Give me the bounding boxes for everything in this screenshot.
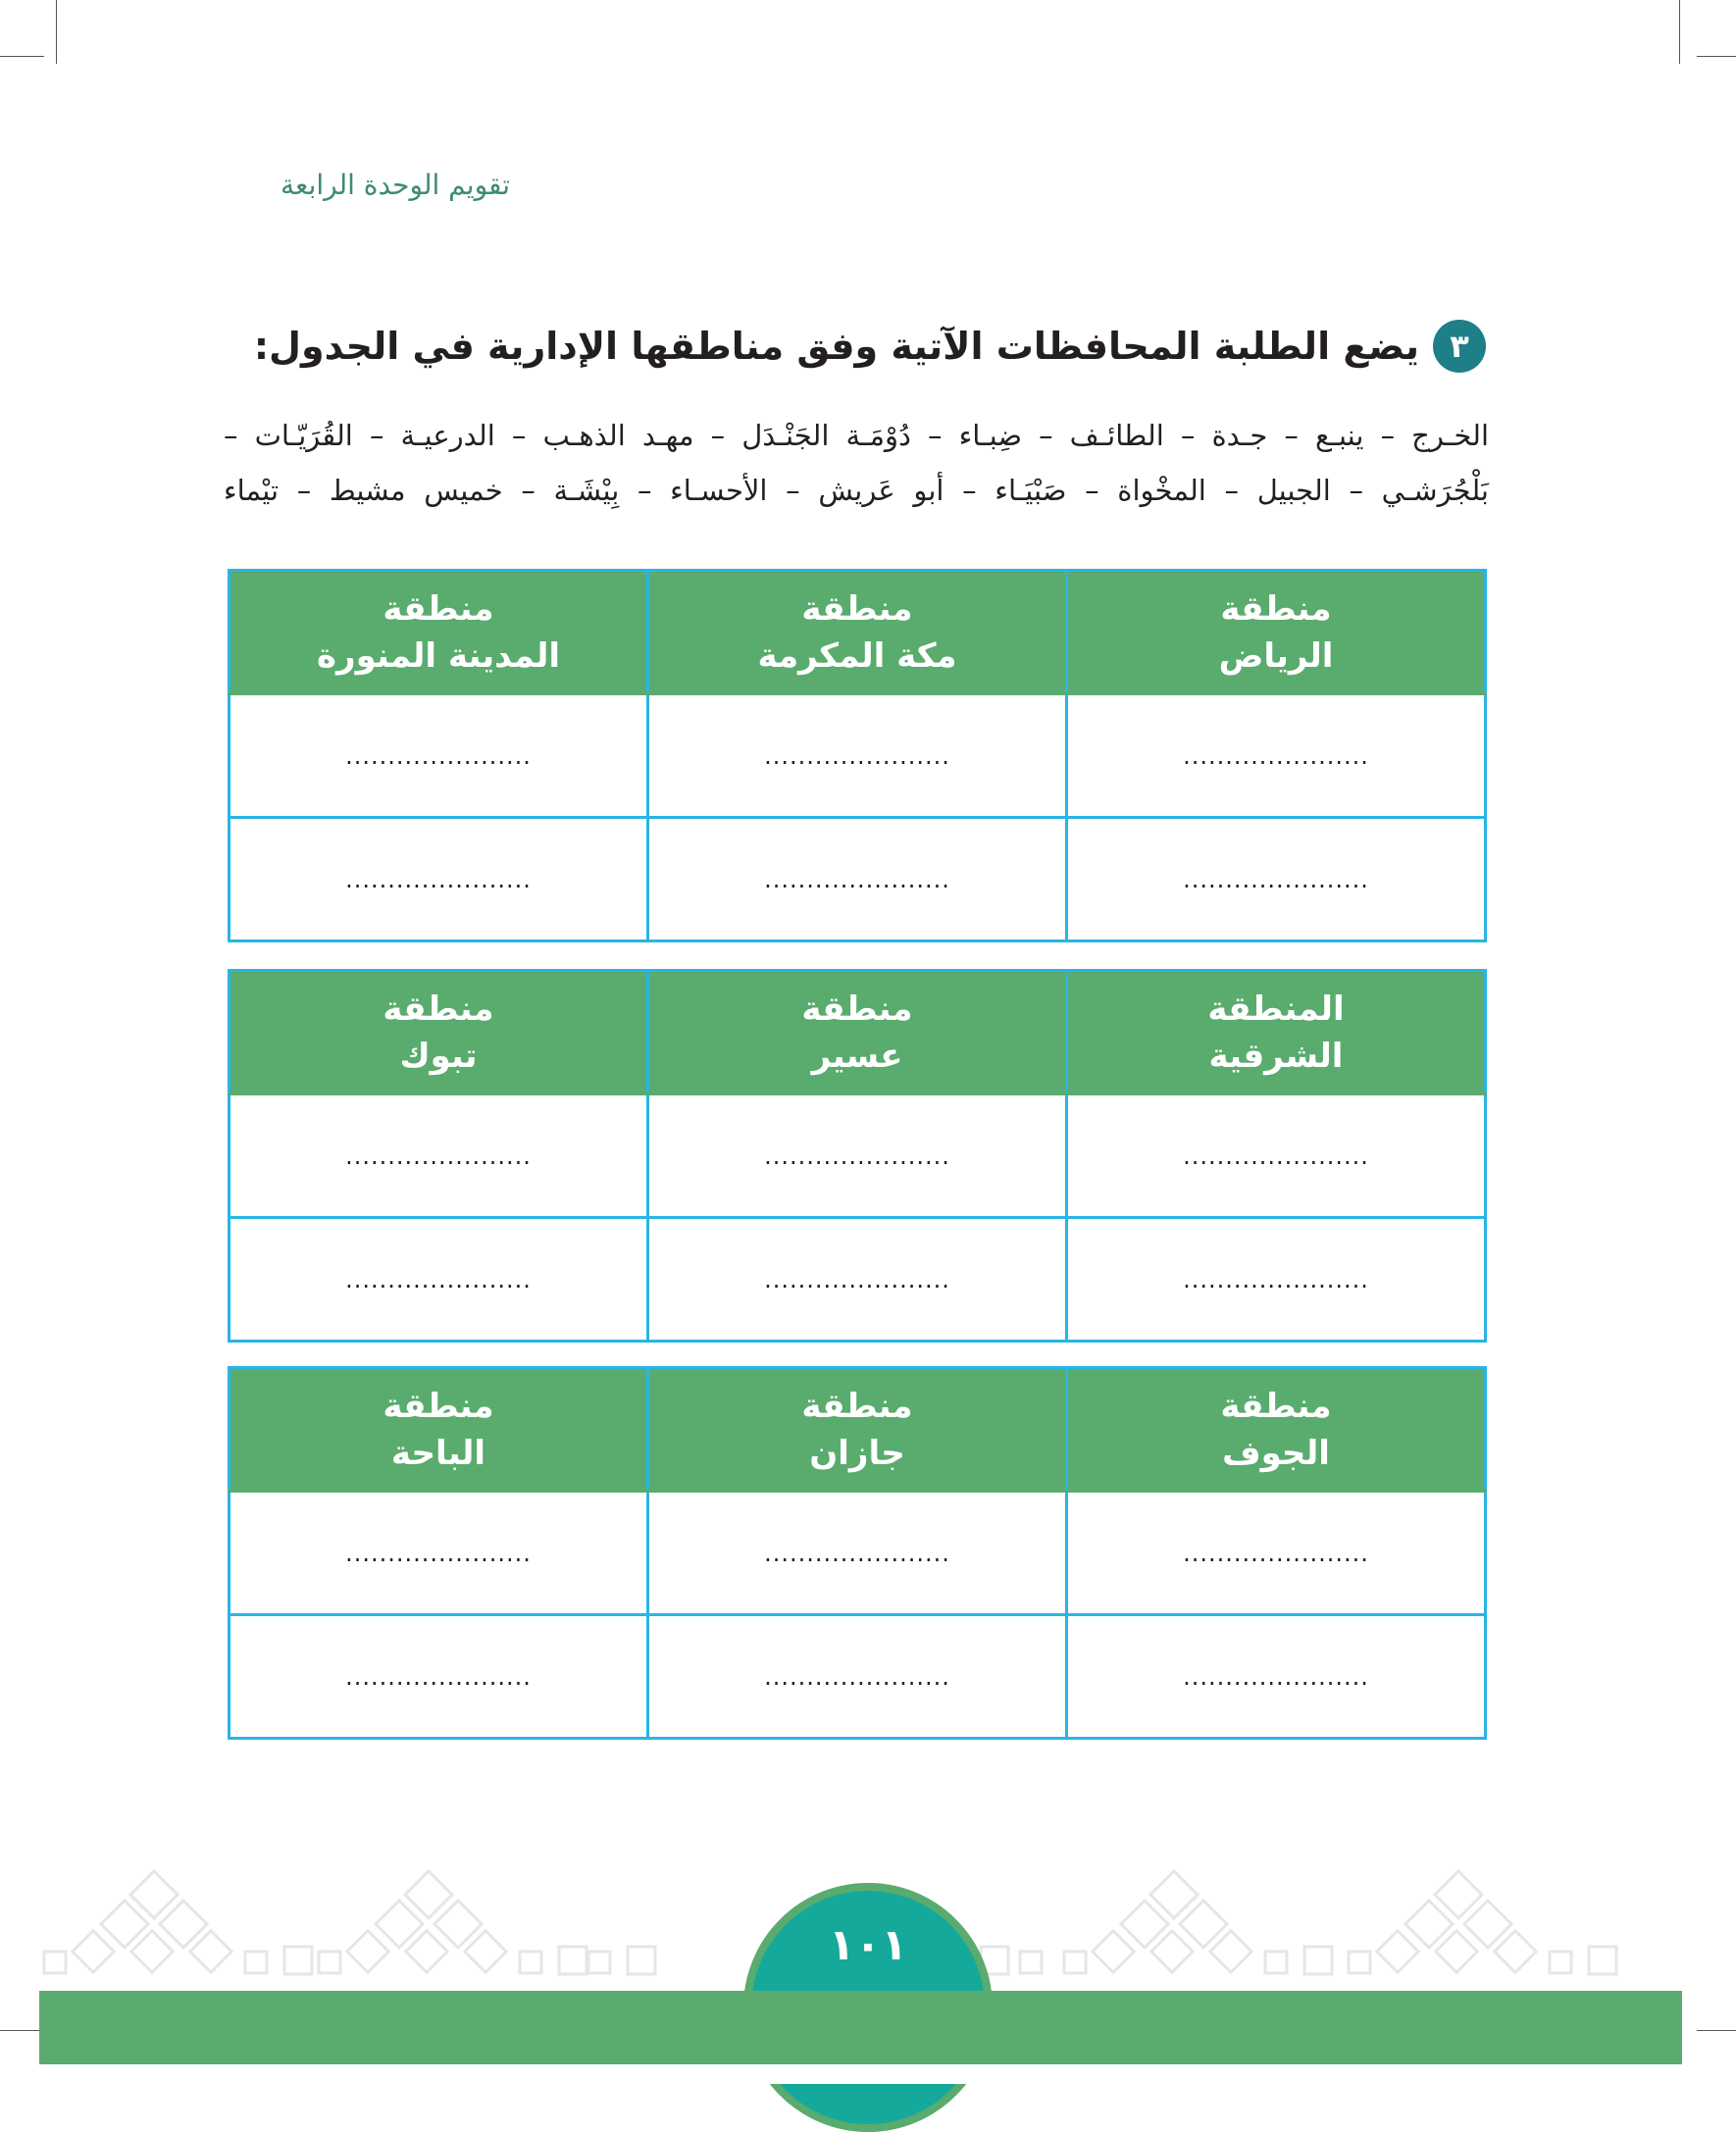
region-header: منطقة الباحة <box>230 1368 648 1492</box>
region-header: منطقة المدينة المنورة <box>230 571 648 694</box>
answer-cell[interactable]: ...................... <box>1067 1094 1486 1218</box>
footer-bar <box>39 1991 1682 2064</box>
region-header: منطقة الرياض <box>1067 571 1486 694</box>
answer-cell[interactable]: ...................... <box>1067 818 1486 941</box>
crop-mark <box>0 56 44 57</box>
answer-cell[interactable]: ...................... <box>648 818 1067 941</box>
page-number: ١٠١ <box>828 1920 908 1970</box>
question-text: يضع الطلبة المحافظات الآتية وفق مناطقها الإدارية في الجدول: <box>253 325 1419 368</box>
answer-cell[interactable]: ...................... <box>648 694 1067 818</box>
region-header: المنطقة الشرقية <box>1067 971 1486 1094</box>
answer-cell[interactable]: ...................... <box>648 1218 1067 1342</box>
crop-mark <box>1679 0 1680 64</box>
answer-cell[interactable]: ...................... <box>1067 1492 1486 1615</box>
governorates-line: بَلْجُرَشـي – الجبيل – المخْواة – صَبْيَـاء – أبو عَريش – الأحسـاء – بِيْشَـة – خميس مشيط – تيْماء <box>224 474 1489 507</box>
answer-cell[interactable]: ...................... <box>648 1615 1067 1739</box>
question-heading <box>253 320 1486 373</box>
region-header: منطقة جازان <box>648 1368 1067 1492</box>
crop-mark <box>1697 2030 1736 2031</box>
region-header: منطقة عسير <box>648 971 1067 1094</box>
regions-table-2 <box>228 969 1487 1343</box>
crop-mark <box>0 2030 44 2031</box>
question-number-badge: ٣ <box>1433 320 1486 373</box>
answer-cell[interactable]: ...................... <box>230 1615 648 1739</box>
crop-mark <box>1697 56 1736 57</box>
unit-title: تقويم الوحدة الرابعة <box>281 169 510 201</box>
answer-cell[interactable]: ...................... <box>230 694 648 818</box>
page-bottom-margin <box>0 2064 1736 2084</box>
answer-cell[interactable]: ...................... <box>230 1492 648 1615</box>
answer-cell[interactable]: ...................... <box>230 1094 648 1218</box>
governorates-list <box>224 408 1489 518</box>
region-header: منطقة تبوك <box>230 971 648 1094</box>
governorates-line: الخـرج – ينبـع – جـدة – الطائـف – ضِبـاء – دُوْمَـة الجَنْـدَل – مهـد الذهـب – الدرعيـة – القُرَيّـات – <box>224 419 1489 452</box>
answer-cell[interactable]: ...................... <box>230 818 648 941</box>
answer-cell[interactable]: ...................... <box>230 1218 648 1342</box>
answer-cell[interactable]: ...................... <box>1067 1218 1486 1342</box>
region-header: منطقة الجوف <box>1067 1368 1486 1492</box>
region-header: منطقة مكة المكرمة <box>648 571 1067 694</box>
answer-cell[interactable]: ...................... <box>1067 1615 1486 1739</box>
answer-cell[interactable]: ...................... <box>648 1492 1067 1615</box>
answer-cell[interactable]: ...................... <box>648 1094 1067 1218</box>
crop-mark <box>56 0 57 64</box>
answer-cell[interactable]: ...................... <box>1067 694 1486 818</box>
regions-table-1 <box>228 569 1487 942</box>
regions-table-3 <box>228 1366 1487 1740</box>
